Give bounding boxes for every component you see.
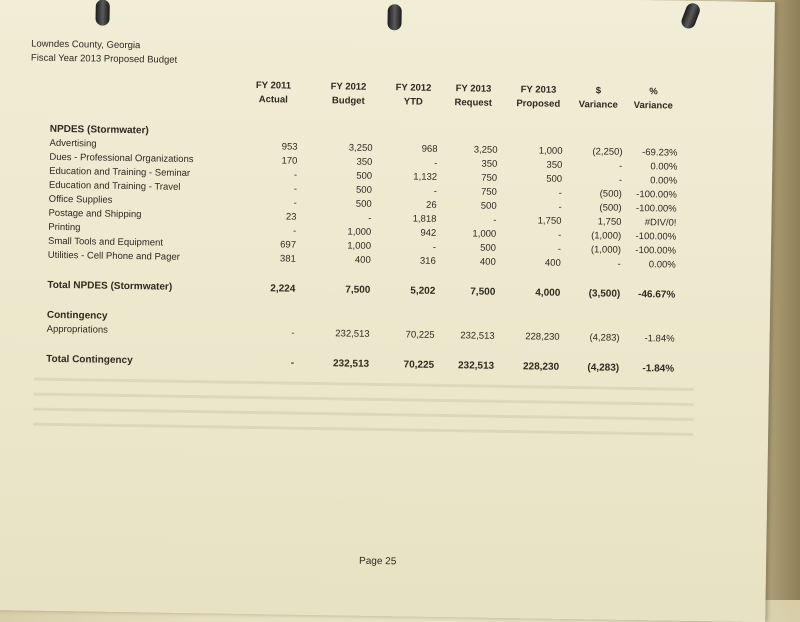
column-header-line1: FY 2013 [455, 83, 492, 95]
line-item-value: 350 [356, 156, 373, 168]
line-item-value: 500 [355, 198, 372, 210]
line-item-value: - [618, 174, 623, 186]
section-total-value: (3,500) [588, 288, 621, 300]
section-total-value: (4,283) [587, 362, 620, 374]
line-item-label: Advertising [49, 137, 97, 150]
line-item-value: - [368, 212, 372, 224]
section-total-label: Total NPDES (Stormwater) [47, 279, 173, 293]
section-total-value: 7,500 [345, 284, 371, 296]
column-header-line1: % [649, 86, 658, 98]
line-item-value: 70,225 [405, 329, 435, 341]
section-total-value: 4,000 [535, 287, 561, 299]
line-item-value: 1,818 [412, 213, 437, 225]
line-item-label: Dues - Professional Organizations [49, 151, 194, 166]
column-header-line2: Request [454, 97, 493, 109]
line-item-value: - [558, 201, 562, 213]
line-item-value: 1,750 [537, 215, 562, 227]
line-item-value: 1,132 [413, 171, 438, 183]
line-item-value: - [558, 187, 562, 199]
page-number: Page 25 [358, 555, 397, 568]
section-total-value: 7,500 [470, 286, 496, 298]
line-item-value: - [619, 160, 623, 172]
column-header-line1: $ [595, 85, 602, 97]
line-item-value: 400 [479, 256, 496, 268]
line-item-value: 3,250 [473, 144, 498, 156]
line-item-label: Office Supplies [48, 193, 113, 206]
line-item-value: 400 [544, 257, 561, 269]
binder-ring [387, 4, 401, 30]
section-total-value: 228,230 [522, 361, 560, 373]
section-total-value: 5,202 [410, 285, 436, 297]
line-item-value: 500 [546, 173, 563, 185]
line-item-value: (2,250) [592, 146, 623, 158]
line-item-value: 1,000 [472, 228, 497, 240]
line-item-value: 500 [480, 200, 497, 212]
column-header-line2: Proposed [516, 98, 561, 110]
line-item-value: 0.00% [648, 259, 676, 271]
line-item-label: Education and Training - Seminar [49, 165, 191, 180]
section-total-value: 70,225 [403, 359, 435, 371]
binder-ring [95, 0, 109, 26]
column-header-line2: Variance [578, 99, 618, 111]
line-item-value: 953 [281, 141, 298, 153]
line-item-value: 170 [281, 155, 298, 167]
column-header-line1: FY 2013 [520, 84, 557, 96]
line-item-label: Printing [48, 221, 81, 234]
column-header [233, 79, 313, 108]
line-item-value: 500 [355, 184, 372, 196]
line-item-value: (1,000) [590, 244, 622, 256]
line-item-value: -100.00% [635, 245, 677, 257]
section-total-value: 232,513 [332, 358, 370, 370]
line-item-value: -100.00% [635, 231, 677, 243]
column-header [613, 85, 693, 114]
column-header-line1: FY 2012 [330, 81, 367, 93]
line-item-label: Postage and Shipping [48, 207, 142, 221]
line-item-value: - [292, 225, 297, 237]
line-item-value: 500 [480, 242, 497, 254]
line-item-value: 381 [279, 253, 296, 265]
section-total-value: - [290, 357, 295, 369]
line-item-value: 316 [419, 255, 436, 267]
line-item-value: 942 [420, 227, 437, 239]
line-item-value: 0.00% [650, 175, 678, 187]
line-item-value: 0.00% [650, 161, 678, 173]
line-item-value: - [432, 241, 437, 253]
line-item-value: 350 [481, 158, 498, 170]
line-item-value: - [557, 229, 562, 241]
line-item-value: -100.00% [636, 189, 677, 201]
line-item-value: (500) [599, 188, 622, 200]
line-item-value: (500) [599, 202, 622, 214]
county-name: Lowndes County, Georgia [31, 38, 141, 52]
line-item-value: 750 [481, 172, 498, 184]
line-item-value: -69.23% [642, 147, 678, 159]
line-item-value: 1,000 [347, 226, 372, 238]
line-item-value: -1.84% [644, 333, 675, 345]
line-item-value: 23 [285, 211, 297, 223]
line-item-value: - [434, 157, 438, 169]
line-item-value: - [433, 185, 437, 197]
line-item-value: - [293, 183, 297, 195]
line-item-value: - [617, 258, 621, 270]
column-header-line2: YTD [403, 96, 423, 108]
line-item-value: #DIV/0! [644, 217, 677, 229]
column-header-line2: Variance [633, 99, 673, 112]
line-item-label: Appropriations [46, 323, 109, 336]
line-item-value: (4,283) [589, 332, 620, 344]
line-item-value: 232,513 [335, 328, 370, 340]
section-title: Contingency [46, 309, 108, 322]
line-item-value: 968 [421, 143, 438, 155]
line-item-value: 232,513 [460, 330, 495, 342]
section-total-value: 232,513 [457, 360, 495, 372]
line-item-value: 350 [546, 159, 563, 171]
column-header-line2: Actual [258, 94, 288, 106]
column-header-line2: Budget [331, 95, 365, 107]
line-item-value: 1,000 [347, 240, 372, 252]
column-header-line1: FY 2011 [255, 80, 292, 92]
line-item-value: 26 [426, 199, 437, 211]
line-item-label: Education and Training - Travel [48, 179, 181, 193]
line-item-label: Small Tools and Equipment [47, 235, 164, 249]
line-item-value: 500 [356, 170, 373, 182]
line-item-value: 750 [480, 186, 497, 198]
line-item-value: 697 [280, 239, 297, 251]
section-total-value: 2,224 [270, 283, 296, 295]
line-item-label: Utilities - Cell Phone and Pager [47, 249, 180, 263]
line-item-value: 400 [354, 254, 371, 266]
line-item-value: - [293, 197, 297, 209]
document-title: Fiscal Year 2013 Proposed Budget [30, 52, 178, 66]
line-item-value: 3,250 [348, 142, 373, 154]
column-header-line1: FY 2012 [395, 82, 432, 94]
line-item-value: - [557, 243, 562, 255]
line-item-value: - [291, 327, 295, 339]
line-item-value: - [493, 214, 497, 226]
line-item-value: (1,000) [591, 230, 622, 242]
section-total-value: -1.84% [642, 363, 675, 375]
line-item-value: 228,230 [525, 331, 560, 343]
binder-ring [680, 1, 702, 30]
line-item-value: 1,750 [597, 216, 622, 228]
line-item-value: - [293, 169, 298, 181]
line-item-value: -100.00% [635, 203, 677, 215]
section-title: NPDES (Stormwater) [49, 123, 149, 137]
line-item-value: 1,000 [538, 145, 563, 157]
section-total-value: -46.67% [637, 289, 676, 301]
bleed-through [33, 366, 694, 476]
section-total-label: Total Contingency [46, 353, 133, 367]
